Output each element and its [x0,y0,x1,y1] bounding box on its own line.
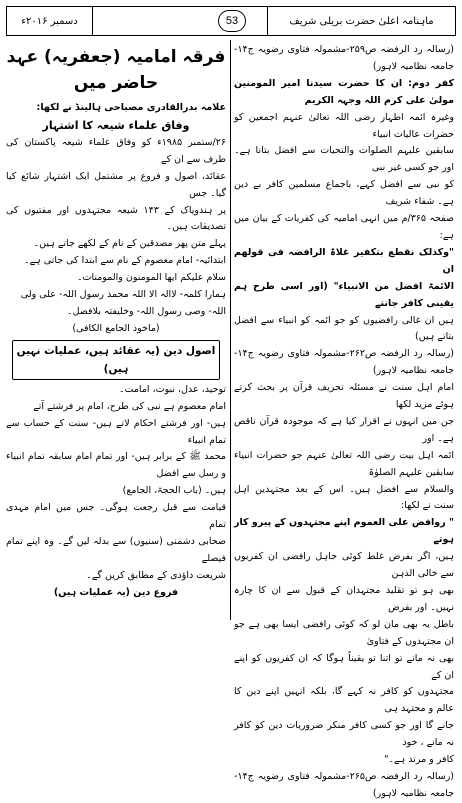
intro-line: علامہ بدرالقادری مصباحی ہالینڈ نے لکھا: [36,102,226,113]
quote-line: بھی ہو تو تقلید مجتہدان کے قبول سے ان کا چارہ نہیں۔ اور بفرض [234,585,454,613]
paragraph-line: توحید، عدل، نبوت، امامت۔ [118,383,226,395]
quote-line: الائمۃ افضل من الانبیاء" (اور اسی طرح ہم یقینی کافر جانتے [234,280,454,309]
quote-line: بھی نہ مانے تو اتنا تو یقیناً ہوگا کہ ان کفریوں کو اپنے ان کے [234,652,454,681]
quote-line: "وکذلک نقطع بتکفیر غلاۃ الرافضہ فی قولھم ان [234,246,454,275]
paragraph-line: پہلے متن پھر مصدقین کے نام کے لکھے جاتے ہیں۔ [33,238,226,250]
paragraph-line: امام معصوم ہے نبی کی طرح، امام پر فرشتے آتے [33,400,226,412]
subheading: وفاق علماء شیعہ کا اشتہار [42,118,190,132]
paragraph-line: کو نبی سے افضل کہے، باجماع مسلمین کافر بے دین ہے۔ شفاء شریف [234,179,454,208]
quote-line: ہیں، اگر بفرض غلط کوئی جاہل رافضی ان کفریوں سے خالی الذہن [234,551,454,580]
citation: (رسالہ رد الرفضہ ص۲۶۲-مشمولہ فتاوی رضویہ ج۱۴-جامعہ نظامیہ لاہور) [234,348,454,377]
paragraph-line: سلام علیکم ایھا المومنون والمومنات۔ [76,272,226,284]
paragraph-line: سابقین علیہم الصلوات والتحیات سے افضل بتانا ہے۔ اور جو کسی غیر نبی [234,145,454,174]
paragraph-line: وغیرہ ائمہ اطہار رضی اللہ تعالیٰ عنہم اجمعین کو حضرات عالیات انبیاء [234,111,454,140]
citation: (رسالہ رد الرفضہ ص۲۵۹-مشمولہ فتاوی رضویہ ج۱۴-جامعہ نظامیہ لاہور) [234,44,454,72]
paragraph-line: کفر دوم: ان کا حضرت سیدنا امیر المومنین مولیٰ علی کرم اللہ وجہہ الکریم [234,77,454,106]
article-title: فرقہ امامیہ (جعفریہ) عہد حاضر میں [6,47,226,93]
paragraph-line: ابتدائیہ- امام معصوم کے نام سے ابتدا کی جاتی ہے۔ [24,255,226,267]
quote-line: جانے گا اور جو کسی کافر منکر ضروریات دین کو کافر نہ مانے ، خود [234,720,454,749]
boxed-heading: اصول دین (یہ عقائد ہیں، عملیات نہیں ہیں) [12,340,220,380]
source-note: (ماخوذ الجامع الکافی) [72,322,160,334]
magazine-title: ماہنامہ اعلیٰ حضرت بریلی شریف [267,7,455,35]
paragraph-line: ۲۶/ستمبر ۱۹۸۵ء کو وفاق علماء شیعہ پاکستان کی طرف سے ان کے [6,136,226,165]
quote-line: مجتہدوں کو کافر نہ کہے گا، بلکہ انہیں اپنے دین کا عالم و مجتہد ہی [234,686,454,715]
paragraph-line: شریعت داؤدی کے مطابق کریں گے۔ [86,569,226,581]
paragraph-line: صفحہ ۳۶۵/م میں انہی امامیہ کی کفریات کے بیان میں ہے: [234,213,454,241]
section-footer: فروع دین (یہ عملیات ہیں) [53,586,179,598]
issue-date: دسمبر ۲۰۱۶ء [7,7,93,35]
citation: (رسالہ رد الرفضہ ص۲۶۵-مشمولہ فتاوی رضویہ ج۱۴-جامعہ نظامیہ لاہور) [234,770,454,799]
paragraph-line: صحابی دشمنی (سنیوں) سے بدلہ لیں گے۔ وہ اپنے تمام فیصلے [6,535,226,564]
paragraph-line: ائمہ اہل بیت رضی اللہ تعالیٰ عنہم جو حضرات انبیاء سابقین علیہم الصلوٰۃ [234,449,454,478]
paragraph-line: پر ہندوپاک کے ۱۴۳ شیعہ مجتہدوں اور مفتیوں کی تصدیقات ہیں۔ [6,204,226,233]
paragraph-line: امام اہل سنت نے مسئلہ تحریف قرآن پر بحث کرتے ہوئے مزید لکھا [234,382,454,411]
quote-line: کافر و مرتد ہے۔" [384,754,454,766]
column-divider [230,40,231,620]
paragraph-line: قیامت سے قبل رجعت ہوگی۔ جس میں امام مہدی تمام [6,502,226,531]
paragraph-line: عقائد، اصول و فروع پر مشتمل ایک اشتہار شائع کیا گیا۔ جس [6,170,226,199]
page-header [6,6,456,36]
paragraph-line: ہمارا کلمہ- لاالہ الا اللہ محمد رسول اللہ- علی ولی [20,289,226,301]
paragraph-line: ہیں ان غالی رافضیوں کو جو ائمہ کو انبیاء سے افضل بتاتے ہیں) [234,314,454,343]
paragraph-line: محمد ﷺ کے برابر ہیں- اور تمام امام سابقہ تمام انبیاء و رسل سے افضل [6,451,226,480]
paragraph-line: جن میں انہوں نے اقرار کیا ہے کہ موجودہ قرآن ناقص ہے۔ اور [234,415,454,444]
paragraph-line: ہیں- اور فرشتے احکام لاتے ہیں- سنت کے حساب سے تمام انبیاء [6,417,226,446]
quote-line: " روافض علی العموم اپنے مجتہدوں کے پیرو کار ہوتے [234,517,454,546]
right-column [234,42,454,803]
quote-line: باطل یہ بھی مان لو کہ کوئی رافضی ایسا بھی ہے جو ان مجتہدوں کے فتاویٰ [234,618,454,647]
page-number: 53 [218,10,246,32]
paragraph-line: ہیں۔ (باب الحجۃ، الجامع) [122,485,226,497]
paragraph-line: اللہ- وصی رسول اللہ- وخلیفتہ بلافصل۔ [67,305,226,317]
left-column [6,42,226,602]
paragraph-line: والسلام سے افضل ہیں۔ اس کے بعد مجتہدین اہل سنت نے لکھا: [234,483,454,512]
